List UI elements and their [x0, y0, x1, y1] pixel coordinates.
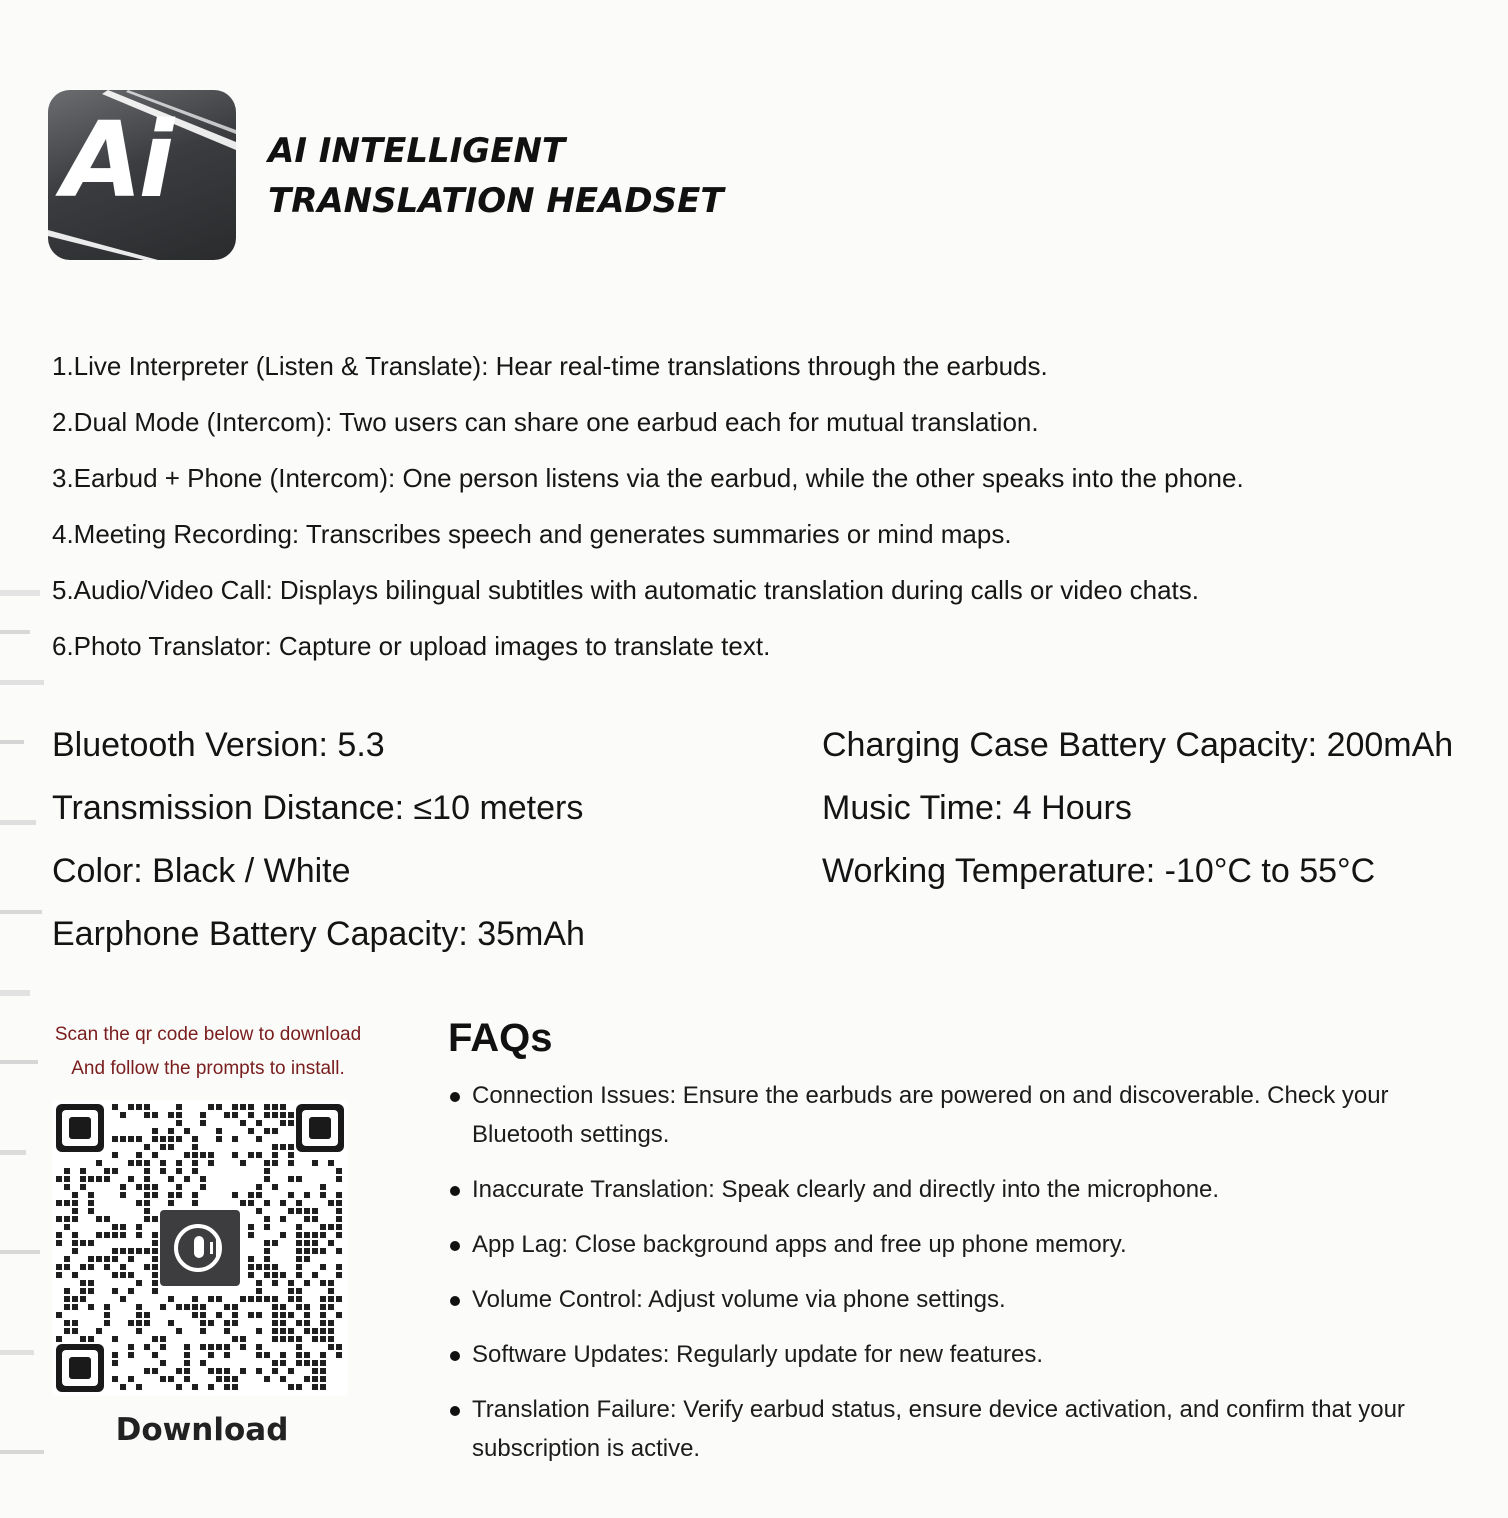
- qr-code[interactable]: [52, 1100, 348, 1396]
- faq-list: [448, 1076, 1478, 1484]
- qr-instructions: [28, 1018, 388, 1086]
- qr-finder-top-left: [56, 1104, 104, 1152]
- product-title: [268, 126, 724, 226]
- logo-text: Ai: [62, 99, 171, 221]
- title-line-2: TRANSLATION HEADSET: [268, 181, 724, 221]
- spec-item: Working Temperature: -10°C to 55°C: [822, 852, 1376, 890]
- qr-finder-bottom-left: [56, 1344, 104, 1392]
- bullet-icon: [450, 1186, 460, 1196]
- faq-item: [448, 1076, 1478, 1154]
- bullet-icon: [450, 1296, 460, 1306]
- scan-edge-artifact: [0, 590, 52, 1490]
- faq-heading: FAQs: [448, 1016, 553, 1060]
- qr-code-image: [52, 1100, 348, 1396]
- faq-text: Software Updates: Regularly update for new features.: [472, 1341, 1043, 1368]
- faq-text: Inaccurate Translation: Speak clearly and directly into the microphone.: [472, 1176, 1220, 1203]
- ai-logo: [48, 90, 236, 260]
- feature-item: 1.Live Interpreter (Listen & Translate): Hear real-time translations through the earbuds.: [52, 351, 1048, 381]
- download-label[interactable]: Download: [115, 1412, 289, 1448]
- faq-text: App Lag: Close background apps and free up phone memory.: [472, 1231, 1127, 1258]
- feature-item: 4.Meeting Recording: Transcribes speech and generates summaries or mind maps.: [52, 519, 1012, 549]
- faq-item: [448, 1280, 1478, 1319]
- title-line-1: AI INTELLIGENT: [268, 131, 566, 171]
- faq-item: [448, 1335, 1478, 1374]
- spec-item: Music Time: 4 Hours: [822, 789, 1132, 827]
- faq-item: [448, 1170, 1478, 1209]
- qr-note-line-1: Scan the qr code below to download: [54, 1024, 362, 1045]
- faq-text: Translation Failure: Verify earbud status, ensure device activation, and confirm that your subscription is active.: [472, 1396, 1405, 1462]
- bullet-icon: [450, 1351, 460, 1361]
- feature-item: 6.Photo Translator: Capture or upload images to translate text.: [52, 631, 771, 661]
- spec-item: Earphone Battery Capacity: 35mAh: [52, 915, 585, 953]
- specs-column-right: [822, 714, 1502, 903]
- feature-list: [52, 338, 1452, 674]
- spec-item: Charging Case Battery Capacity: 200mAh: [822, 726, 1454, 764]
- feature-item: 3.Earbud + Phone (Intercom): One person listens via the earbud, while the other speaks into the phone.: [52, 463, 1244, 493]
- faq-item: [448, 1225, 1478, 1264]
- spec-item: Color: Black / White: [52, 852, 351, 890]
- faq-text: Connection Issues: Ensure the earbuds are powered on and discoverable. Check your Bluetooth settings.: [472, 1082, 1389, 1148]
- faq-text: Volume Control: Adjust volume via phone settings.: [472, 1286, 1006, 1313]
- spec-item: Transmission Distance: ≤10 meters: [52, 789, 584, 827]
- spec-item: Bluetooth Version: 5.3: [52, 726, 385, 764]
- feature-item: 2.Dual Mode (Intercom): Two users can share one earbud each for mutual translation.: [52, 407, 1039, 437]
- specs-column-left: [52, 714, 752, 966]
- app-logo-icon: [160, 1210, 240, 1286]
- bullet-icon: [450, 1092, 460, 1102]
- bullet-icon: [450, 1241, 460, 1251]
- faq-item: [448, 1390, 1478, 1468]
- qr-finder-top-right: [296, 1104, 344, 1152]
- feature-item: 5.Audio/Video Call: Displays bilingual subtitles with automatic translation during calls or video chats.: [52, 575, 1200, 605]
- qr-note-line-2: And follow the prompts to install.: [71, 1058, 345, 1079]
- bullet-icon: [450, 1406, 460, 1416]
